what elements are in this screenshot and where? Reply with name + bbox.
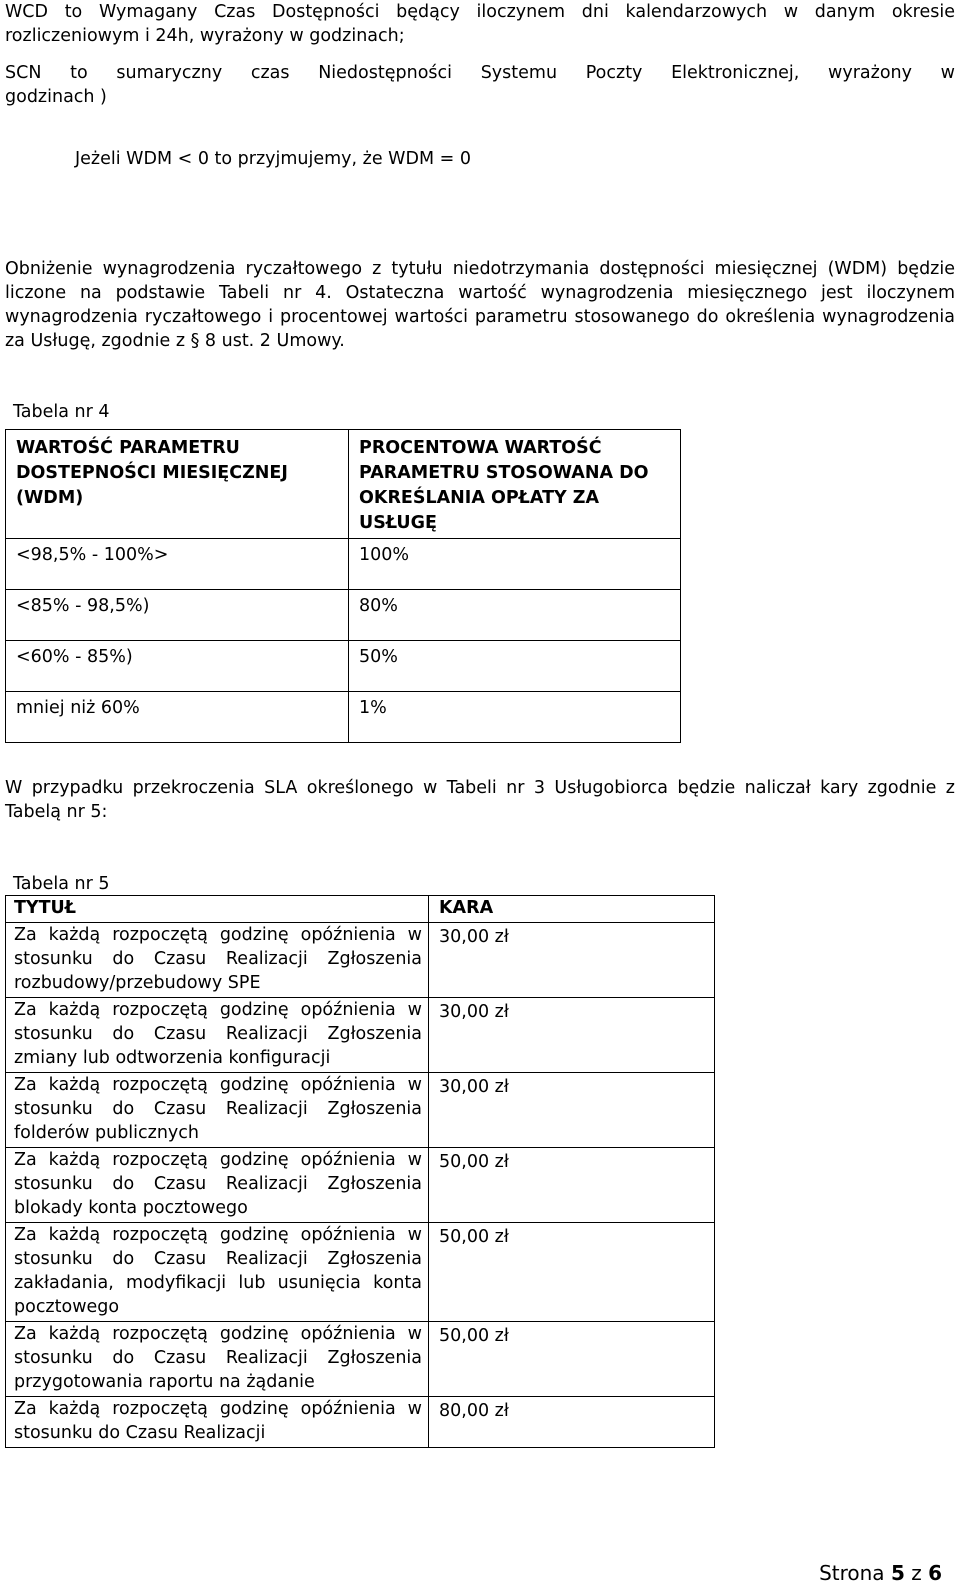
table4-header-col2: PROCENTOWA WARTOŚĆ PARAMETRU STOSOWANA DO OKREŚLANIA OPŁATY ZA USŁUGĘ xyxy=(349,430,681,539)
table5-title: Za każdą rozpoczętą godzinę opóźnienia w stosunku do Czasu Realizacji xyxy=(14,1399,422,1443)
table4-range: <85% - 98,5%) xyxy=(6,590,349,641)
footer-page-number: 5 xyxy=(890,1561,905,1585)
table5-penalty: 80,00 zł xyxy=(429,1397,715,1448)
table5-title: Za każdą rozpoczętą godzinę opóźnienia w stosunku do Czasu Realizacji Zgłoszenia blokady konta pocztowego xyxy=(14,1150,422,1218)
table5-row xyxy=(6,998,715,1073)
table5-row xyxy=(6,1073,715,1148)
table4-value: 100% xyxy=(349,539,681,590)
table5-penalty: 30,00 zł xyxy=(429,998,715,1073)
table4-value: 1% xyxy=(349,692,681,743)
table4-row xyxy=(6,641,681,692)
page-footer xyxy=(819,1561,942,1585)
table5-title: Za każdą rozpoczętą godzinę opóźnienia w stosunku do Czasu Realizacji Zgłoszenia zmiany lub odtworzenia konfiguracji xyxy=(14,1000,422,1068)
paragraph-tabela5-intro: W przypadku przekroczenia SLA określonego w Tabeli nr 3 Usługobiorca będzie naliczał kary zgodnie z Tabelą nr 5: xyxy=(5,778,955,822)
table5-penalty: 50,00 zł xyxy=(429,1223,715,1322)
table5-header-col1: TYTUŁ xyxy=(6,896,429,923)
table5-penalty: 50,00 zł xyxy=(429,1148,715,1223)
paragraph-wcd-line1: WCD to Wymagany Czas Dostępności będący iloczynem dni kalendarzowych w danym okresie xyxy=(5,2,955,22)
table5-penalty: 30,00 zł xyxy=(429,923,715,998)
table5-row xyxy=(6,1223,715,1322)
table4-row xyxy=(6,692,681,743)
table4-range: mniej niż 60% xyxy=(6,692,349,743)
table5-title: Za każdą rozpoczętą godzinę opóźnienia w stosunku do Czasu Realizacji Zgłoszenia przygotowania raportu na żądanie xyxy=(14,1324,422,1392)
table4 xyxy=(5,429,681,743)
table4-caption: Tabela nr 4 xyxy=(13,402,110,422)
table5-row xyxy=(6,1397,715,1448)
table4-range: <98,5% - 100%> xyxy=(6,539,349,590)
table5-penalty: 50,00 zł xyxy=(429,1322,715,1397)
table4-row xyxy=(6,539,681,590)
table4-header-row xyxy=(6,430,681,539)
paragraph-tabela4-intro: Obniżenie wynagrodzenia ryczałtowego z tytułu niedotrzymania dostępności miesięcznej (WDM) będzie liczone na podstawie Tabeli nr 4. Ostateczna wartość wynagrodzenia miesięcznego jest iloczynem wynagrodzenia ryczałtowego i procentowej wartości parametru stosowanego do określenia wynagrodzenia za Usługę, zgodnie z § 8 ust. 2 Umowy. xyxy=(5,259,955,351)
paragraph-wcd xyxy=(5,0,955,48)
table5-penalty: 30,00 zł xyxy=(429,1073,715,1148)
footer-prefix: Strona xyxy=(819,1561,885,1585)
table4-value: 80% xyxy=(349,590,681,641)
table5-row xyxy=(6,1322,715,1397)
paragraph-wcd-line2: rozliczeniowym i 24h, wyrażony w godzinach; xyxy=(5,26,405,46)
table5 xyxy=(5,895,715,1448)
paragraph-scn-line1: SCN to sumaryczny czas Niedostępności Systemu Poczty Elektronicznej, wyrażony w xyxy=(5,63,955,83)
table5-title: Za każdą rozpoczętą godzinę opóźnienia w stosunku do Czasu Realizacji Zgłoszenia folderów publicznych xyxy=(14,1075,422,1143)
table4-value: 50% xyxy=(349,641,681,692)
footer-middle: z xyxy=(911,1561,922,1585)
paragraph-wdm-rule: Jeżeli WDM < 0 to przyjmujemy, że WDM = 0 xyxy=(75,149,471,169)
table4-row xyxy=(6,590,681,641)
table4-header-col1: WARTOŚĆ PARAMETRU DOSTEPNOŚCI MIESIĘCZNEJ (WDM) xyxy=(6,430,349,539)
table5-title: Za każdą rozpoczętą godzinę opóźnienia w stosunku do Czasu Realizacji Zgłoszenia rozbudowy/przebudowy SPE xyxy=(14,925,422,993)
table5-row xyxy=(6,923,715,998)
table5-row xyxy=(6,1148,715,1223)
table5-header-row xyxy=(6,896,715,923)
table4-range: <60% - 85%) xyxy=(6,641,349,692)
table5-header-col2: KARA xyxy=(429,896,715,923)
footer-total-pages: 6 xyxy=(928,1561,942,1585)
paragraph-scn xyxy=(5,61,955,109)
paragraph-scn-line2: godzinach ) xyxy=(5,87,107,107)
table5-title: Za każdą rozpoczętą godzinę opóźnienia w stosunku do Czasu Realizacji Zgłoszenia zakładania, modyfikacji lub usunięcia konta pocztowego xyxy=(14,1225,422,1317)
table5-caption: Tabela nr 5 xyxy=(13,874,110,894)
